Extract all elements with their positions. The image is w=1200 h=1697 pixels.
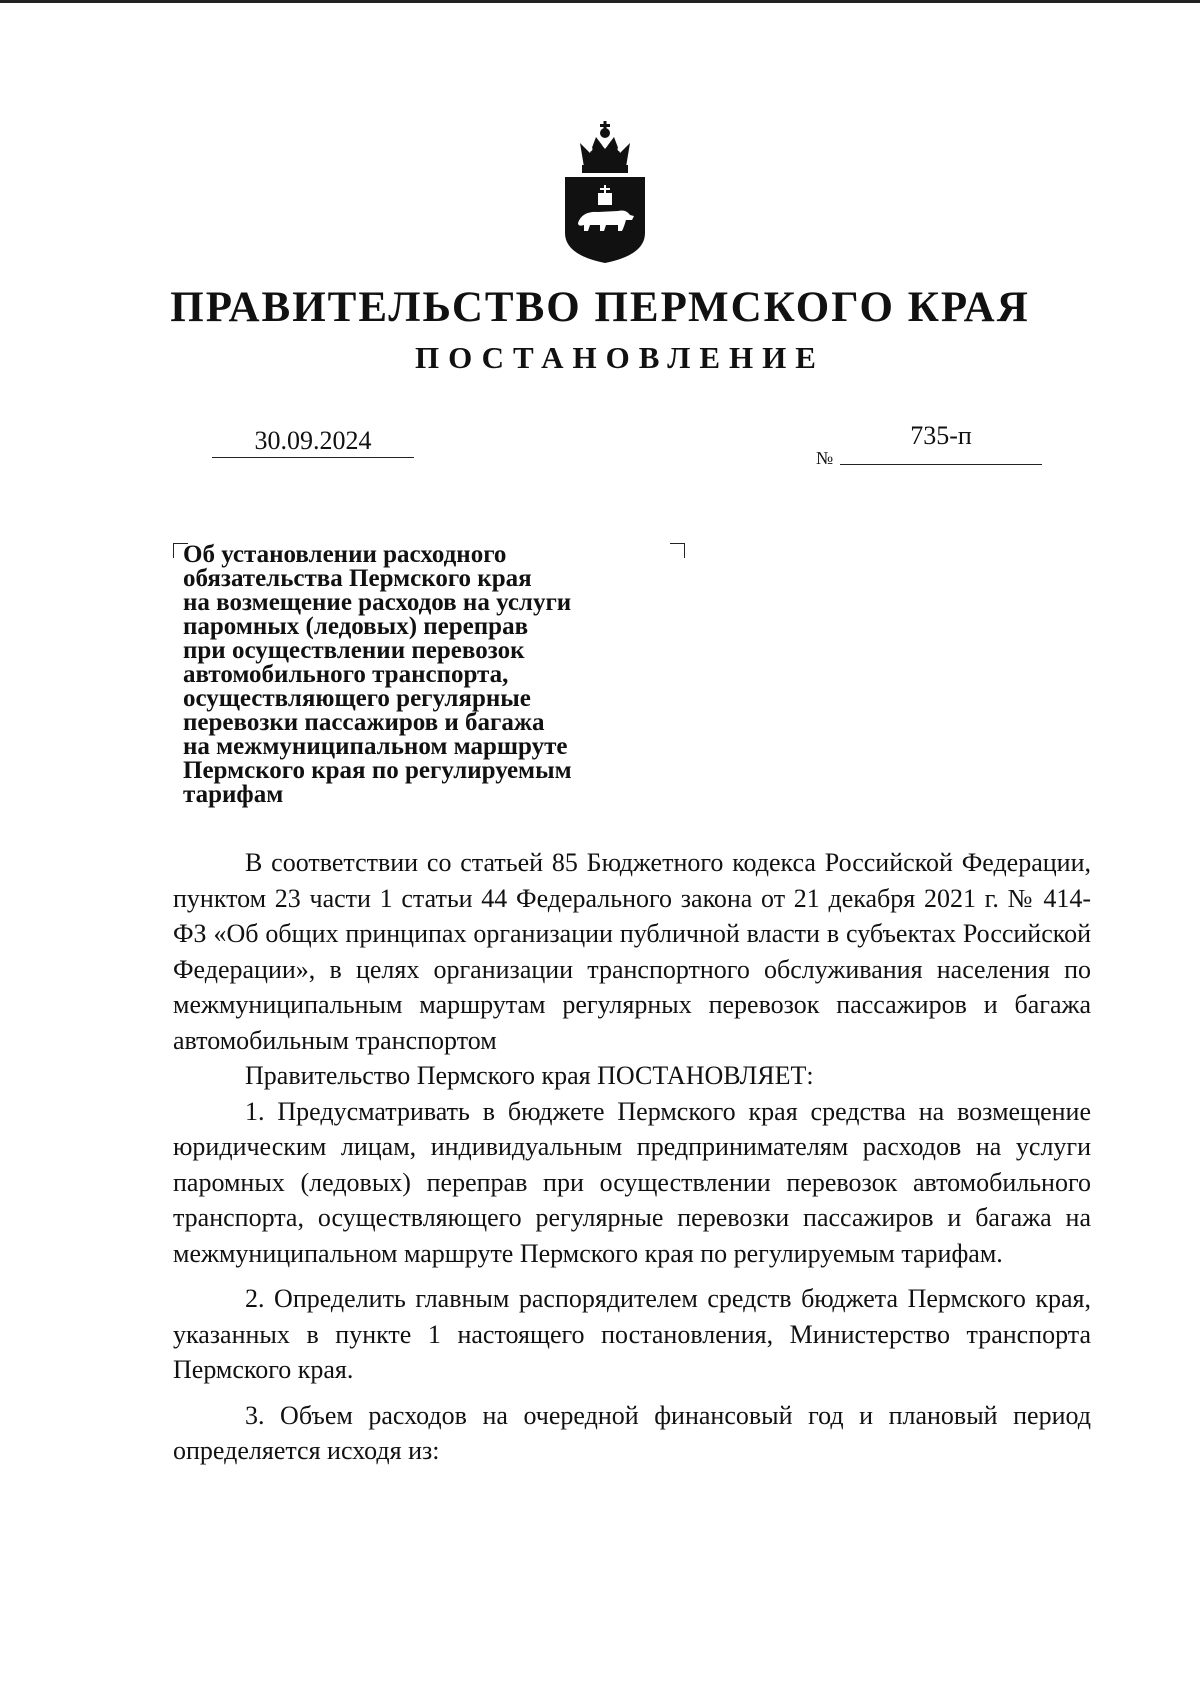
preamble-paragraph: В соответствии со статьей 85 Бюджетного кодекса Российской Федерации, пунктом 23 части 1 статьи 44 Федерального закона от 21 декабря 2021 г. № 414-ФЗ «Об общих принципах организации публичной власти в субъектах Российской Федерации», в целях организации транспортного обслуживания населения по межмуниципальным маршрутам регулярных перевозок пассажиров и багажа автомобильным транспортом [173,848,1091,1055]
subject-corner-right [670,543,685,558]
subject-line: на межмуниципальном маршруте [183,733,568,760]
document-date-field [212,425,414,458]
scan-top-edge [0,0,1200,3]
subject-line: осуществляющего регулярные [183,685,531,712]
coat-of-arms-icon [560,115,650,265]
document-date: 30.09.2024 [254,426,372,455]
subject-line: автомобильного транспорта, [183,661,509,688]
number-sign: № [816,448,834,468]
number-underline [840,464,1042,465]
subject-line: при осуществлении перевозок [183,637,525,664]
subject-line: Об установлении расходного [183,541,507,568]
document-number: 735-п [910,421,972,450]
subject-line: перевозки пассажиров и багажа [183,709,545,736]
subject-line: паромных (ледовых) переправ [183,613,529,640]
resolves-paragraph: Правительство Пермского края ПОСТАНОВЛЯЕТ: [245,1061,814,1090]
item-2-paragraph: 2. Определить главным распорядителем средств бюджета Пермского края, указанных в пункте 1 настоящего постановления, Министерство транспорта Пермского края. [173,1284,1091,1384]
organization-title: ПРАВИТЕЛЬСТВО ПЕРМСКОГО КРАЯ [170,284,1030,331]
document-subject [183,543,663,807]
subject-line: Пермского края по регулируемым [183,757,572,784]
subject-line: на возмещение расходов на услуги [183,589,572,616]
subject-line: обязательства Пермского края [183,565,532,592]
document-type: ПОСТАНОВЛЕНИЕ [415,340,825,375]
item-3-paragraph: 3. Объем расходов на очередной финансовый год и плановый период определяется исходя из: [173,1400,1091,1465]
item-1-paragraph: 1. Предусматривать в бюджете Пермского края средства на возмещение юридическим лицам, индивидуальным предпринимателям расходов на услуги паромных (ледовых) переправ при осуществлении перевозок автомобильного транспорта, осуществляющего регулярные перевозки пассажиров и багажа на межмуниципальном маршруте Пермского края по регулируемым тарифам. [173,1096,1091,1268]
document-body [173,845,1091,1469]
subject-line: тарифам [183,781,284,808]
